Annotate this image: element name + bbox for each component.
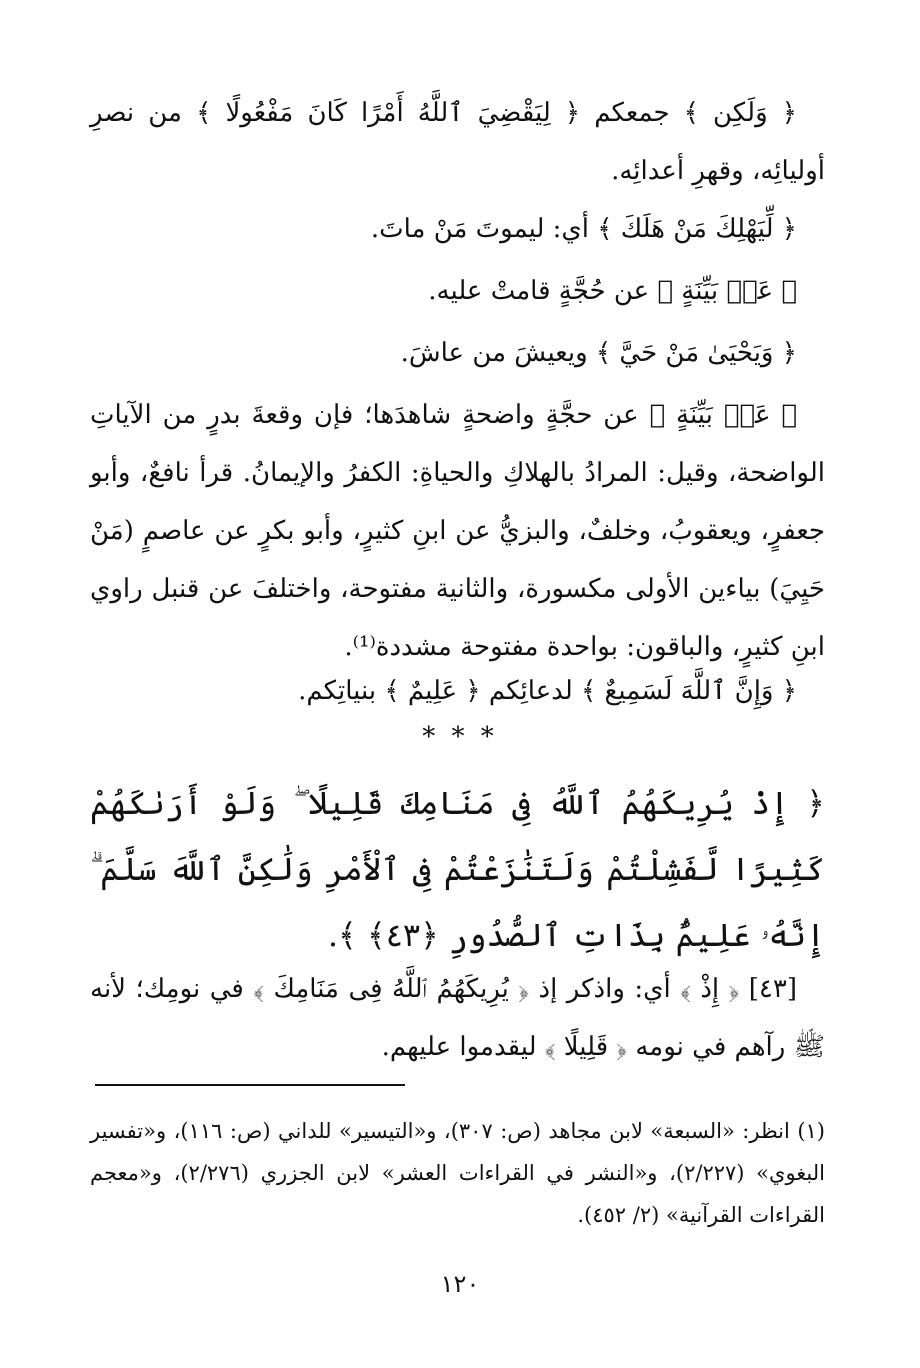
page-number: ١٢٠ [440,1270,480,1298]
paragraph-2: ﴿ لِّيَهْلِكَ مَنْ هَلَكَ ﴾ أي: ليموتَ مَنْ ماتَ. [370,214,797,244]
footnote-divider [95,1084,405,1086]
verse-commentary: [٤٣] ﴿ إِذْ ﴾ أي: واذكر إذ ﴿ يُرِيكَهُمُ ٱللَّهُ فِى مَنَامِكَ ﴾ في نومِك؛ لأنه ﷺ رآهم في نومه ﴿ قَلِيلًا ﴾ ليقدموا عليهم. [90,974,825,1062]
paragraph-3: ﴿ عَنۢ بَيِّنَةٍ ﴾ عن حُجَّةٍ قامتْ عليه. [428,276,797,306]
paragraph-6: ﴿ وَإِنَّ ٱللَّهَ لَسَمِيعٌ ﴾ لدعائِكم ﴿ عَلِيمٌ ﴾ بنياتِكم. [298,676,797,706]
section-separator: * * * [422,722,498,752]
quran-verse: ﴿ إِذْ يُرِيكَهُمُ ٱللَّهُ فِى مَنَامِكَ قَلِيلًا ۖ وَلَوْ أَرَىٰكَهُمْ كَثِيرًا لَّفَشِلْتُمْ وَلَتَنَٰزَعْتُمْ فِى ٱلْأَمْرِ وَلَٰكِنَّ ٱللَّهَ سَلَّمَ ۗ إِنَّهُۥ عَلِيمٌۢ بِذَاتِ ٱلصُّدُورِ ﴿٤٣﴾ ﴾. [90,784,825,954]
paragraph-5: ﴿ عَنۢ بَيِّنَةٍ ﴾ عن حجَّةٍ واضحةٍ شاهدَها؛ فإن وقعةَ بدرٍ من الآياتِ الواضحة، وقيل: المرادُ بالهلاكِ والحياةِ: الكفرُ والإيمانُ. قرأ نافعٌ، وأبو جعفرٍ، ويعقوبُ، وخلفٌ، والبزيُّ عن ابنِ كثيرٍ، وأبو بكرٍ عن عاصمٍ (مَنْ حَيِيَ) بياءين الأولى مكسورة، والثانية مفتوحة، واختلفَ عن قنبل راوي ابنِ كثيرٍ، والباقون: بواحدة مفتوحة مشددة⁽¹⁾. [90,400,825,662]
paragraph-1: ﴿ وَلَكِن ﴾ جمعكم ﴿ لِيَقْضِيَ ٱللَّهُ أَمْرًا كَانَ مَفْعُولًا ﴾ من نصرِ أوليائِه، وقهرِ أعدائِه. [90,98,825,186]
footnote: (١) انظر: «السبعة» لابن مجاهد (ص: ٣٠٧)، و«التيسير» للداني (ص: ١١٦)، و«تفسير البغوي» (٢/٢٢٧)، و«النشر في القراءات العشر» لابن الجزري (٢/٢٧٦)، و«معجم القراءات القرآنية» (٢/ ٤٥٢). [90,1119,825,1227]
paragraph-4: ﴿ وَيَحْيَىٰ مَنْ حَيَّ ﴾ ويعيشَ من عاشَ. [400,338,797,368]
